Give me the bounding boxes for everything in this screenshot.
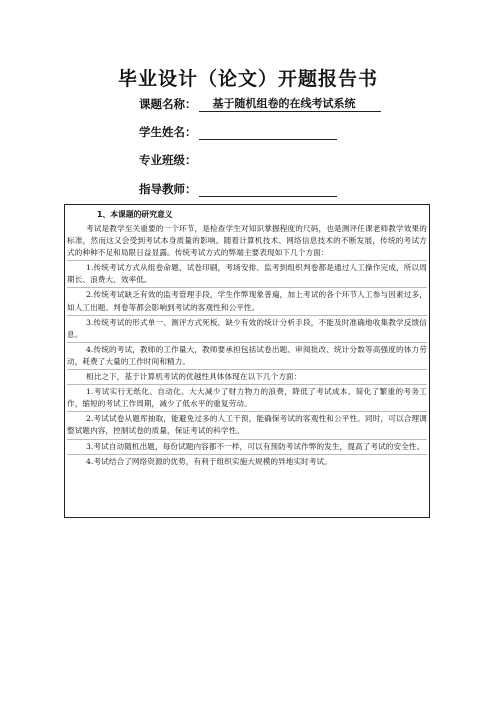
paragraph: 考试是教学至关重要的一个环节，是检查学生对知识掌握程度的尺码，也是测评任课老师教学效果的标准，然而这又会受到考试本身质量的影响。随着计算机技术、网络信息技术的不断发展，传统的考试方式的种种不足和局限日益显露。传统考试方式的弊端主要表现如下几个方面： (67, 224, 427, 258)
paragraph: 3.考试自动随机出题，每份试题内容都不一样，可以有预防考试作弊的发生，提高了考试的安全性。 (86, 441, 425, 451)
major-class-label: 专业班级： (139, 153, 197, 167)
paragraph: 1.考试实行无纸化、自动化。大大减少了财力物力的浪费，降低了考试成本。简化了繁重的考务工作，缩短的考试工作周期，减少了低水平的重复劳动。 (67, 387, 427, 409)
project-name-value: 基于随机组卷的在线考试系统 (199, 97, 381, 112)
paragraph: 4.传统的考试，教师的工作量大，教师要承担包括试卷出题、审阅批改、统计分数等高强度的体力劳动，耗费了大量的工作时间和精力。 (67, 344, 427, 366)
research-significance-box (64, 204, 430, 518)
student-name-label: 学生姓名： (139, 125, 197, 139)
advisor-value (199, 182, 337, 197)
section-heading: 1、本课题的研究意义 (97, 210, 173, 219)
divider (67, 369, 427, 370)
paragraph: 3.传统考试的形式单一、测评方式死板，缺少有效的统计分析手段，不能及时准确地收集教学反馈信息。 (67, 317, 427, 339)
divider (67, 287, 427, 288)
project-name-label: 课题名称： (139, 97, 197, 111)
divider (67, 315, 427, 316)
advisor-field (139, 181, 337, 197)
student-name-value (199, 125, 337, 140)
project-name-field (139, 96, 381, 112)
document-title: 毕业设计（论文）开题报告书 (117, 68, 378, 90)
paragraph: 相比之下，基于计算机考试的优越性具体体现在以下几个方面： (86, 372, 302, 382)
divider (67, 260, 427, 261)
student-name-field (139, 124, 337, 140)
paragraph: 1.传统考试方式从组卷命题、试卷印刷，考场安排、监考到组织判卷都是通过人工操作完成，所以周期长、浪费大、效率低。 (67, 263, 427, 285)
divider (67, 342, 427, 343)
divider (67, 384, 427, 385)
divider (67, 454, 427, 455)
paragraph: 2.考试试卷从题库抽取，能避免过多的人工干预，能确保考试的客观性和公平性。同时，可以合理调整试题内容，控制试卷的质量，保证考试的科学性。 (67, 414, 427, 436)
major-class-field (139, 152, 199, 168)
divider (67, 439, 427, 440)
advisor-label: 指导教师： (139, 182, 197, 196)
paragraph: 2.传统考试缺乏有效的监考管理手段，学生作弊现象普遍，加上考试的各个环节人工参与因素过多，如人工出题、判卷等都会影响到考试的客观性和公平性。 (67, 290, 427, 312)
paragraph: 4.考试结合了网络资源的优势，有利于组织实施大规模的异地实时考试。 (86, 456, 332, 466)
divider (67, 411, 427, 412)
